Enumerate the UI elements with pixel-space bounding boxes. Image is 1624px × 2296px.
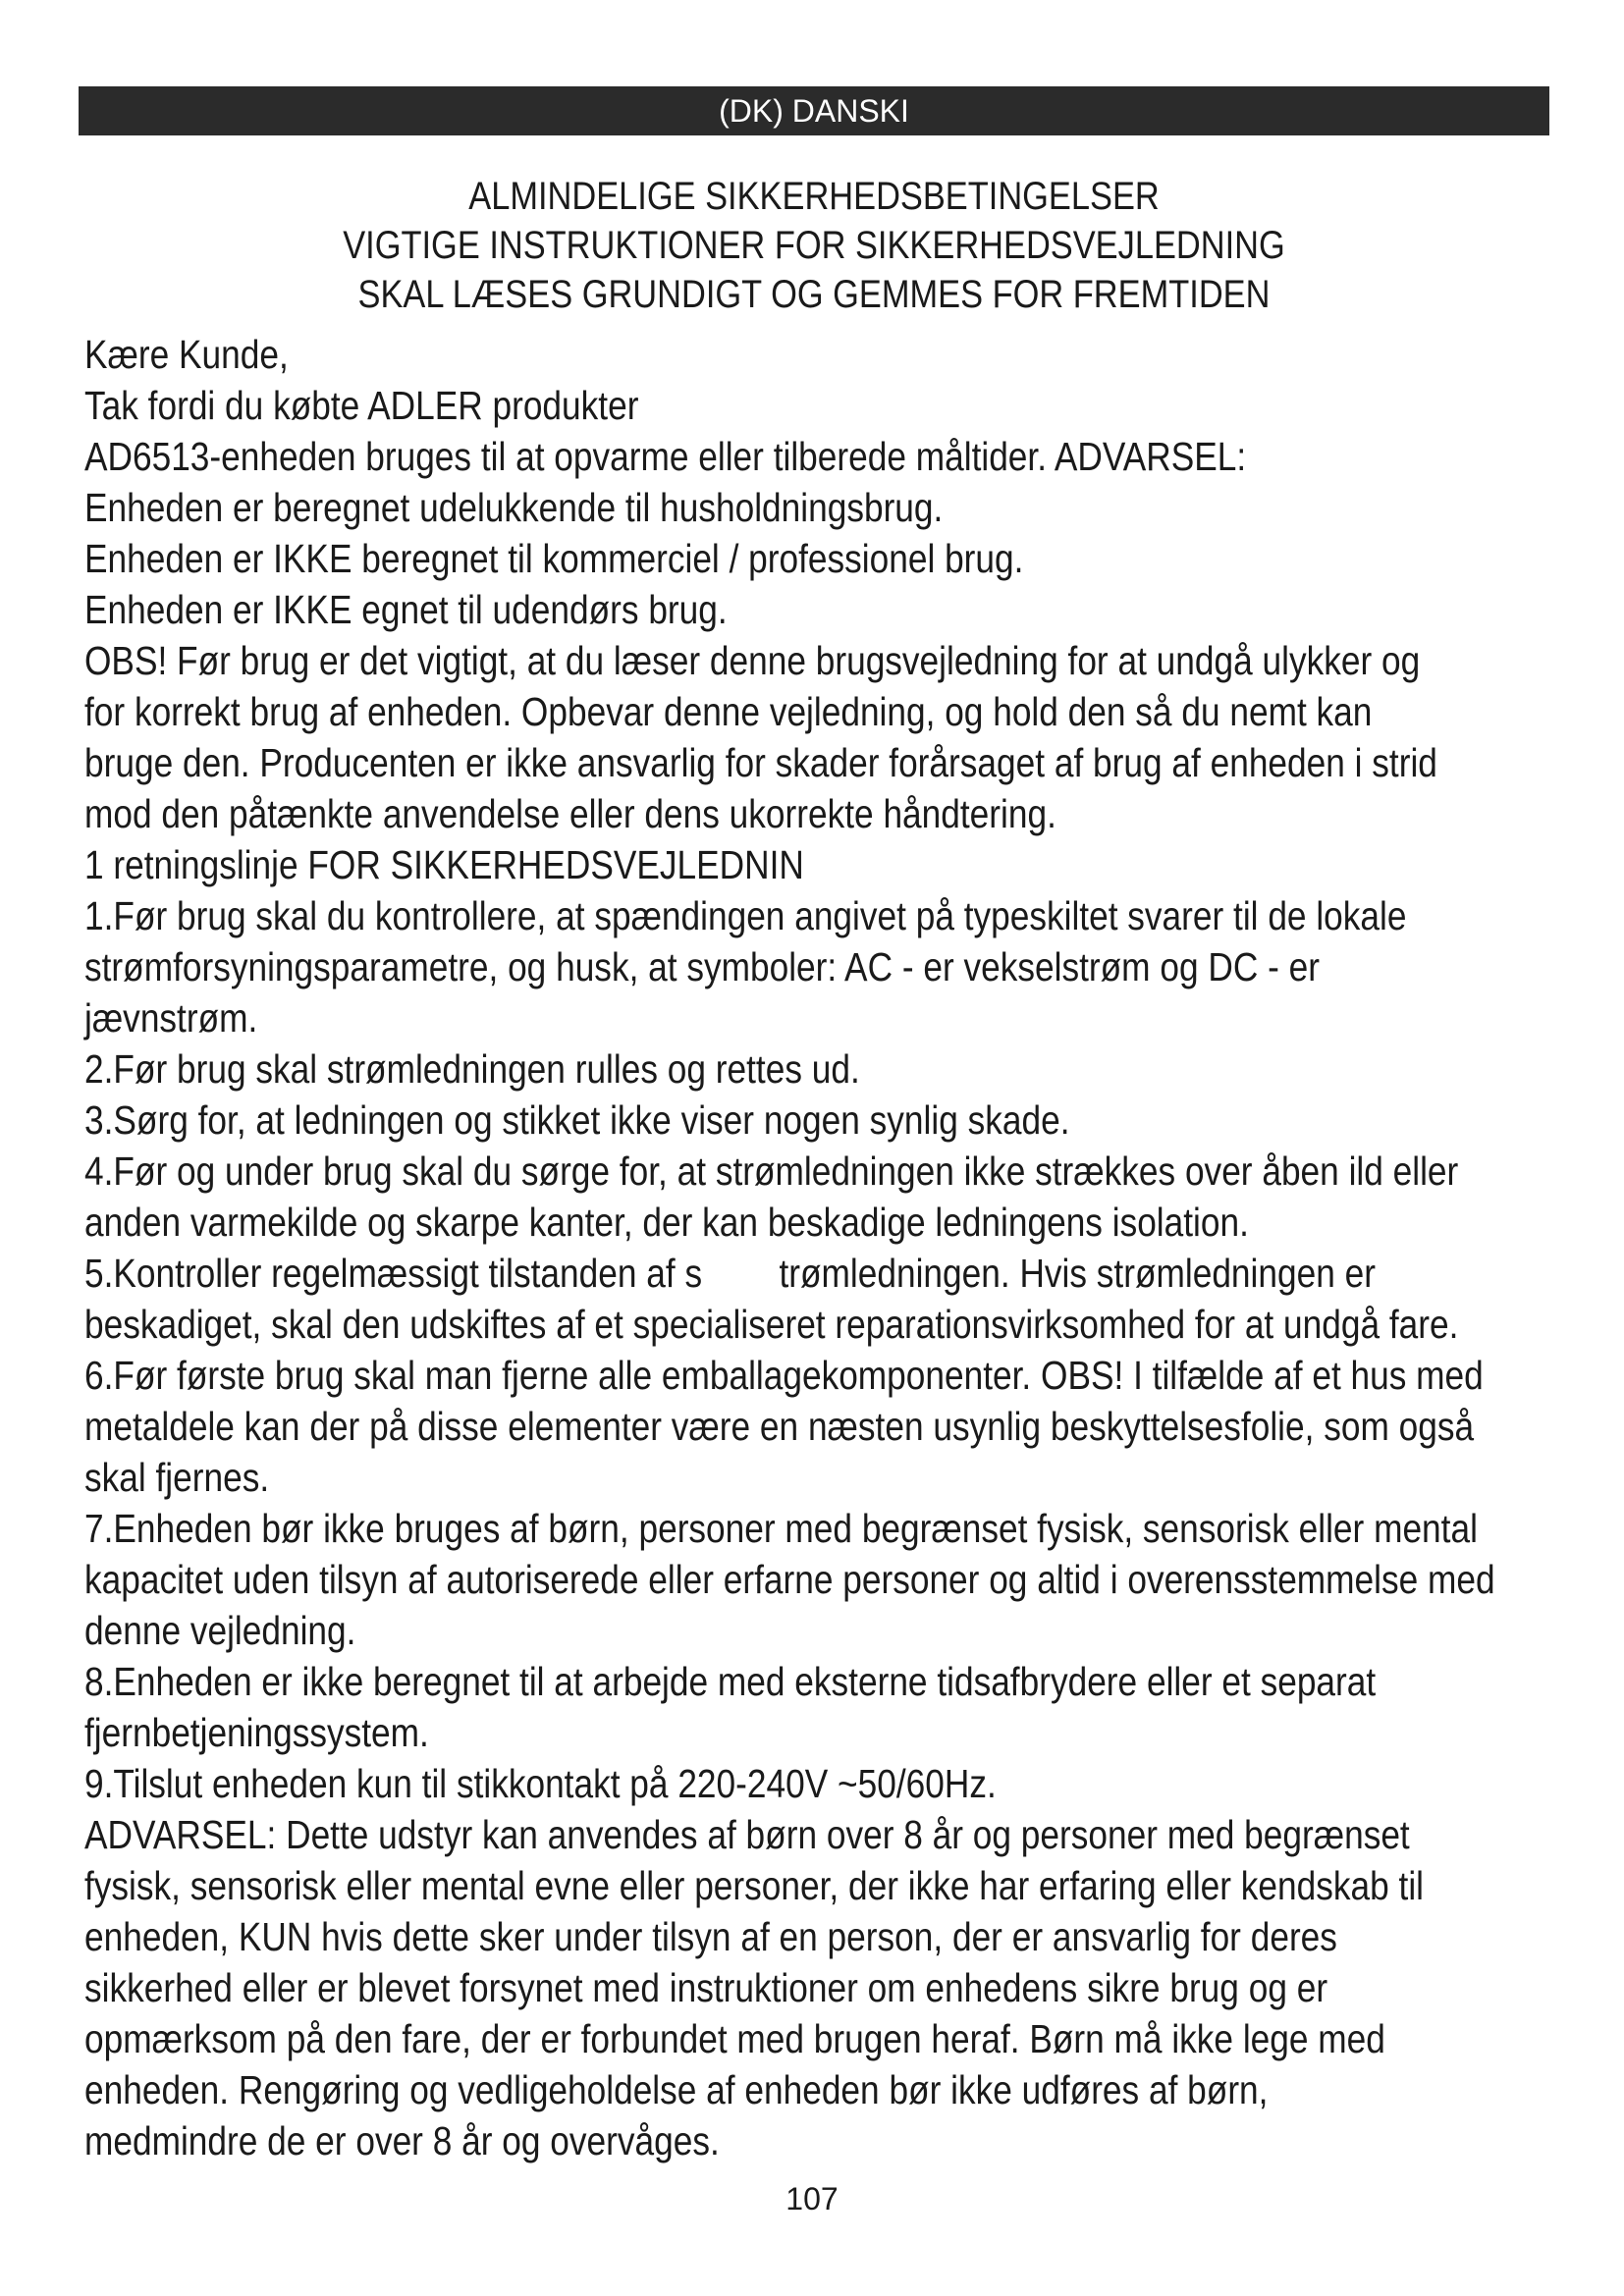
text-line: denne vejledning. [84, 1608, 356, 1653]
text-line: 1.Før brug skal du kontrollere, at spændingen angivet på typeskiltet svarer til de lokale [84, 893, 1407, 938]
text-line: Enheden er beregnet udelukkende til husholdningsbrug. [84, 485, 944, 530]
text-line: fjernbetjeningssystem. [84, 1710, 429, 1755]
text-line: 4.Før og under brug skal du sørge for, at strømledningen ikke strækkes over åben ild eller [84, 1148, 1459, 1194]
text-line: OBS! Før brug er det vigtigt, at du læser denne brugsvejledning for at undgå ulykker og [84, 638, 1421, 683]
text-line: 8.Enheden er ikke beregnet til at arbejde med eksterne tidsafbrydere eller et separat [84, 1659, 1377, 1704]
text-line: opmærksom på den fare, der er forbundet med brugen heraf. Børn må ikke lege med [84, 2016, 1385, 2061]
text-line: enheden. Rengøring og vedligeholdelse af enheden bør ikke udføres af børn, [84, 2067, 1269, 2112]
text-line: ADVARSEL: Dette udstyr kan anvendes af børn over 8 år og personer med begrænset [84, 1812, 1410, 1857]
text-line: Enheden er IKKE beregnet til kommerciel / professionel brug. [84, 536, 1024, 581]
text-line: Kære Kunde, [84, 332, 289, 377]
text-line: 5.Kontroller regelmæssigt tilstanden af s trømledningen. Hvis strømledningen er [84, 1251, 1376, 1296]
text-line: anden varmekilde og skarpe kanter, der kan beskadige ledningens isolation. [84, 1200, 1249, 1245]
heading-important-instructions: VIGTIGE INSTRUKTIONER FOR SIKKERHEDSVEJLEDNING [343, 224, 1285, 267]
text-line: bruge den. Producenten er ikke ansvarlig for skader forårsaget af brug af enheden i strid [84, 740, 1437, 785]
section-headings [182, 172, 1446, 319]
text-line: metaldele kan der på disse elementer være en næsten usynlig beskyttelsesfolie, som også [84, 1404, 1475, 1449]
text-line: kapacitet uden tilsyn af autoriserede eller erfarne personer og altid i overensstemmelse med [84, 1557, 1495, 1602]
text-line: medmindre de er over 8 år og overvåges. [84, 2118, 720, 2163]
heading-read-carefully: SKAL LÆSES GRUNDIGT OG GEMMES FOR FREMTIDEN [357, 273, 1271, 316]
text-line: AD6513-enheden bruges til at opvarme eller tilberede måltider. ADVARSEL: [84, 434, 1247, 479]
text-line: 7.Enheden bør ikke bruges af børn, personer med begrænset fysisk, sensorisk eller mental [84, 1506, 1478, 1551]
text-line: enheden, KUN hvis dette sker under tilsyn af en person, der er ansvarlig for deres [84, 1914, 1337, 1959]
text-line: Enheden er IKKE egnet til udendørs brug. [84, 587, 728, 632]
text-line: fysisk, sensorisk eller mental evne eller personer, der ikke har erfaring eller kendskab til [84, 1863, 1425, 1908]
text-line: Tak fordi du købte ADLER produkter [84, 383, 639, 428]
heading-general-safety: ALMINDELIGE SIKKERHEDSBETINGELSER [468, 175, 1160, 218]
text-line: sikkerhed eller er blevet forsynet med instruktioner om enhedens sikre brug og er [84, 1965, 1328, 2010]
text-line: 9.Tilslut enheden kun til stikkontakt på 220-240V ~50/60Hz. [84, 1761, 997, 1806]
text-line: jævnstrøm. [84, 995, 258, 1041]
text-line: for korrekt brug af enheden. Opbevar denne vejledning, og hold den så du nemt kan [84, 689, 1373, 734]
text-line: strømforsyningsparametre, og husk, at symboler: AC - er vekselstrøm og DC - er [84, 944, 1320, 989]
text-line: 2.Før brug skal strømledningen rulles og rettes ud. [84, 1046, 860, 1092]
text-line: 1 retningslinje FOR SIKKERHEDSVEJLEDNIN [84, 842, 804, 887]
text-line: mod den påtænkte anvendelse eller dens ukorrekte håndtering. [84, 791, 1056, 836]
text-line: 6.Før første brug skal man fjerne alle emballagekomponenter. OBS! I tilfælde af et hus med [84, 1353, 1484, 1398]
text-line: beskadiget, skal den udskiftes af et specialiseret reparationsvirksomhed for at undgå fare. [84, 1302, 1459, 1347]
text-line: skal fjernes. [84, 1455, 270, 1500]
page-number: 107 [785, 2181, 839, 2216]
language-header-bar [79, 86, 1549, 135]
text-line: 3.Sørg for, at ledningen og stikket ikke viser nogen synlig skade. [84, 1097, 1070, 1143]
body-text [84, 329, 1537, 2166]
language-label: (DK) DANSKI [719, 93, 909, 129]
